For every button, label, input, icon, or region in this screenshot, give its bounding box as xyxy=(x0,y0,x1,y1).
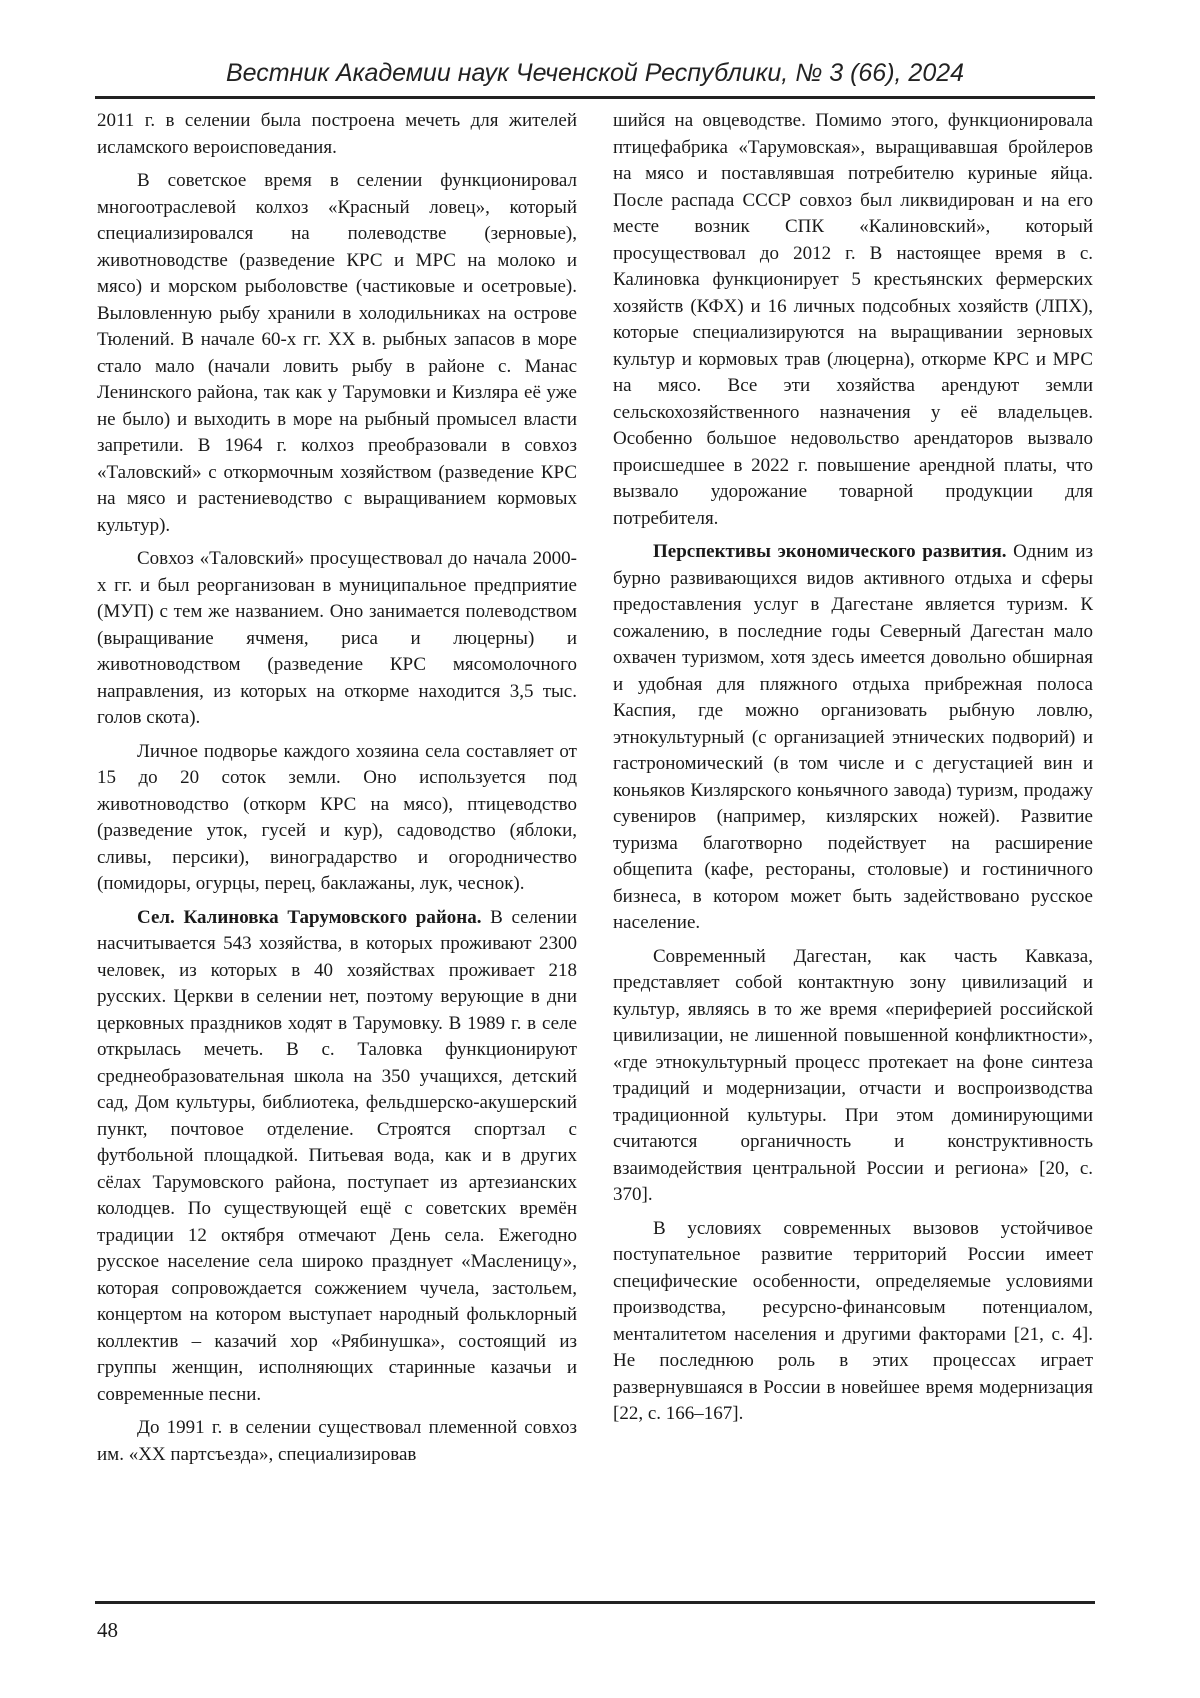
paragraph-body: В селении насчитывается 543 хозяйства, в которых проживают 2300 человек, из которых в 40 хозяйствах проживает 218 русских. Церкви в селении нет, поэтому верующие в дни церковных праздников ходят в Тарумовку. В 1989 г. в селе открылась мечеть. В с. Таловка функционируют среднеобразовательная школа на 350 учащихся, детский сад, Дом культуры, библиотека, фельдшерско-акушерский пункт, почтовое отделение. Строятся спортзал с футбольной площадкой. Питьевая вода, как и в других сёлах Тарумовского района, поступает из артезианских колодцев. По существующей ещё с советских времён традиции 12 октября отмечают День села. Ежегодно русское население села широко празднует «Масленицу», которая сопровождается сожжением чучела, застольем, концертом на котором выступает народный фольклорный коллектив – казачий хор «Рябинушка», состоящий из группы женщин, исполняющих старинные казачьи и современные песни. xyxy=(97,906,577,1405)
paragraph: Личное подворье каждого хозяина села составляет от 15 до 20 соток земли. Оно используется под животноводство (откорм КРС на мясо), птицеводство (разведение уток, гусей и кур), садоводство (яблоки, сливы, персики), виноградарство и огородничество (помидоры, огурцы, перец, баклажаны, лук, чеснок). xyxy=(97,740,577,894)
page-number: 48 xyxy=(97,1618,118,1642)
paragraph xyxy=(97,905,577,1409)
left-column xyxy=(97,108,577,1468)
paragraph: В условиях современных вызовов устойчивое поступательное развитие территорий России имеет специфические особенности, определяемые условиями производства, ресурсно-финансовым потенциалом, менталитетом населения и другими факторами [21, с. 4]. Не последнюю роль в этих процессах играет развернувшаяся в России в новейшее время модернизация [22, с. 166–167]. xyxy=(613,1217,1093,1424)
paragraph xyxy=(613,539,1093,937)
section-heading: Сел. Калиновка Тарумовского района. xyxy=(137,906,482,928)
paragraph: До 1991 г. в селении существовал племенной совхоз им. «XX партсъезда», специализировав xyxy=(97,1417,577,1465)
paragraph-body: Одним из бурно развивающихся видов активного отдыха и сферы предоставления услуг в Дагестане является туризм. К сожалению, в последние годы Северный Дагестан мало охвачен туризмом, хотя здесь имеется довольно обширная и удобная для пляжного отдыха прибрежная полоса Каспия, где можно организовать рыбную ловлю, этнокультурный (с организацией этнических подворий) и гастрономический (в том числе и с дегустацией вин и коньяков Кизлярского коньячного завода) туризм, продажу сувениров (например, кизлярских ножей). Развитие туризма благотворно подействует на расширение общепита (кафе, рестораны, столовые) и гостиничного бизнеса, в котором может быть задействовано русское население. xyxy=(613,541,1094,933)
footer-rule xyxy=(95,1601,1095,1604)
header-rule xyxy=(95,96,1095,99)
paragraph: Совхоз «Таловский» просуществовал до начала 2000-х гг. и был реорганизован в муниципальное предприятие (МУП) с тем же названием. Оно занимается полеводством (выращивание ячменя, риса и люцерны) и животноводством (разведение КРС мясомолочного направления, из которых на откорме находится 3,5 тыс. голов скота). xyxy=(97,548,577,728)
right-column xyxy=(613,108,1093,1428)
running-header: Вестник Академии наук Чеченской Республики, № 3 (66), 2024 xyxy=(225,59,965,87)
paragraph: В советское время в селении функционировал многоотраслевой колхоз «Красный ловец», который специализировался на полеводстве (зерновые), животноводстве (разведение КРС и МРС на молоко и мясо) и морском рыболовстве (частиковые и осетровые). Выловленную рыбу хранили в холодильниках на острове Тюлений. В начале 60-х гг. XX в. рыбных запасов в море стало мало (начали ловить рыбу в районе с. Манас Ленинского района, так как у Тарумовки и Кизляра её уже не было) и выходить в море на рыбный промысел власти запретили. В 1964 г. колхоз преобразовали в совхоз «Таловский» с откормочным хозяйством (разведение КРС на мясо и растениеводство с выращиванием кормовых культур). xyxy=(97,170,577,536)
paragraph: Современный Дагестан, как часть Кавказа, представляет собой контактную зону цивилизаций и культур, являясь в то же время «периферией российской цивилизации, не лишенной повышенной конфликтности», «где этнокультурный процесс протекает на фоне синтеза традиций и модернизации, отчасти и воспроизводства традиционной культуры. При этом доминирующими считаются органичность и конструктивность взаимодействия центральной России и региона» [20, с. 370]. xyxy=(613,945,1093,1205)
paragraph: 2011 г. в селении была построена мечеть для жителей исламского вероисповедания. xyxy=(97,110,577,158)
paragraph: шийся на овцеводстве. Помимо этого, функционировала птицефабрика «Тарумовская», выращивавшая бройлеров на мясо и поставлявшая потребителю куриные яйца. После распада СССР совхоз был ликвидирован и на его месте возник СПК «Калиновский», который просуществовал до 2012 г. В настоящее время в с. Калиновка функционирует 5 крестьянских фермерских хозяйств (КФХ) и 16 личных подсобных хозяйств (ЛПХ), которые специализируются на выращивании зерновых культур и кормовых трав (люцерна), откорме КРС и МРС на мясо. Все эти хозяйства арендуют земли сельскохозяйственного назначения у её владельцев. Особенно большое недовольство арендаторов вызвало происшедшее в 2022 г. повышение арендной платы, что вызвало удорожание товарной продукции для потребителя. xyxy=(613,110,1093,529)
section-heading: Перспективы экономического развития. xyxy=(653,541,1007,562)
